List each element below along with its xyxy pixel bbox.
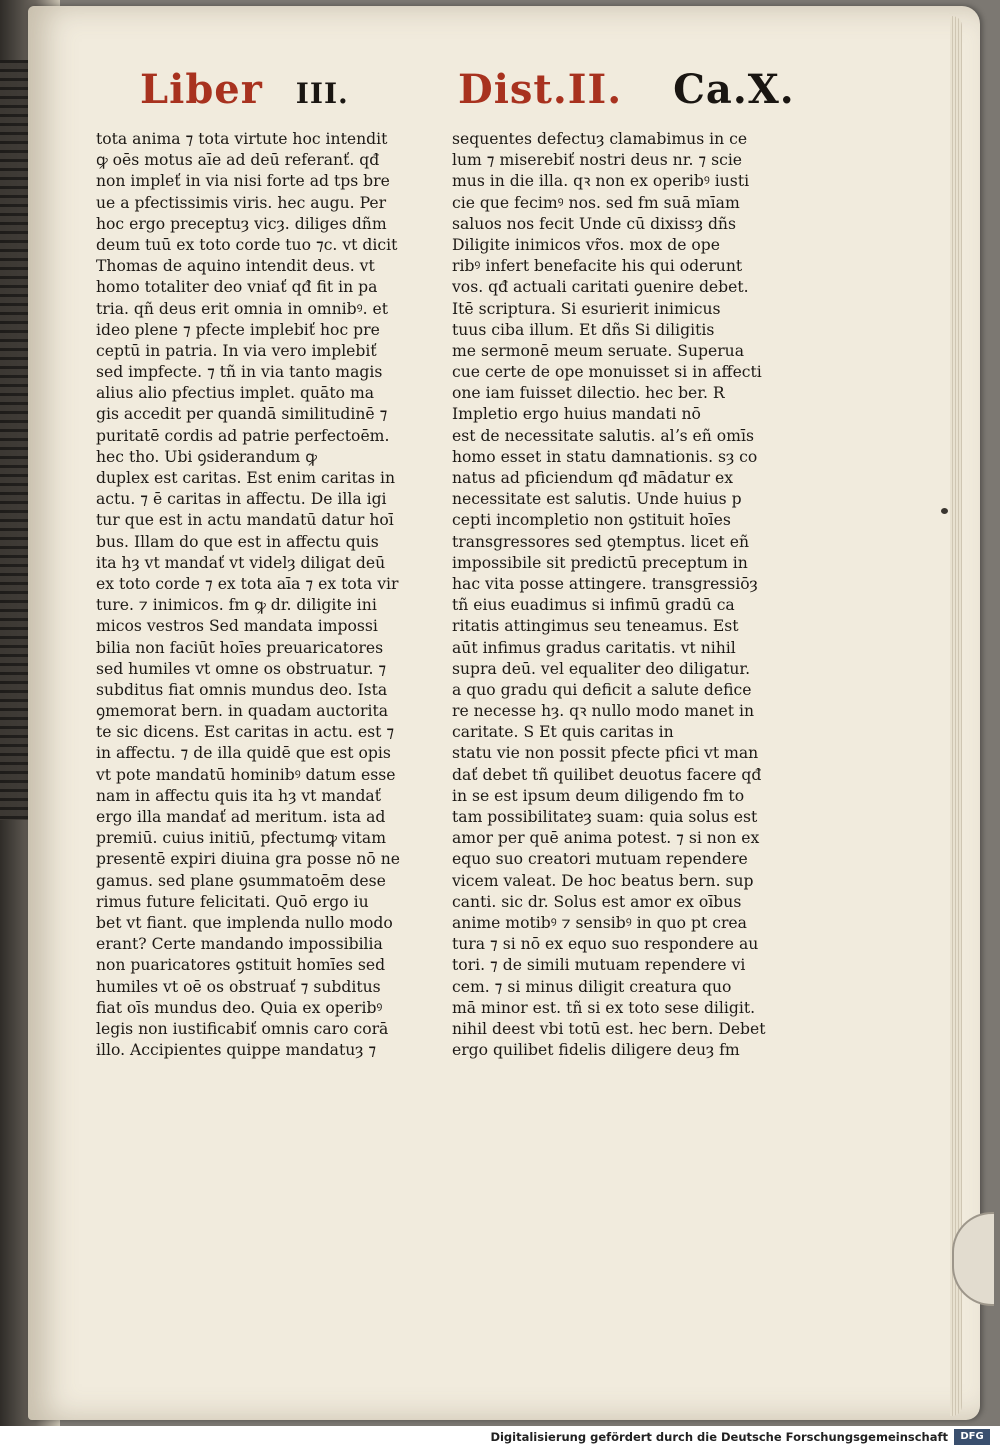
text-line: homo esset in statu damnationis. sȝ co bbox=[452, 447, 758, 466]
text-line: bilia non faciūt hoīes preuaricatores bbox=[96, 638, 384, 657]
text-line: gamus. sed plane ꝯsummatoēm dese bbox=[96, 871, 386, 890]
text-line: tñ eius euadimus si infimū gradū ca bbox=[452, 596, 735, 615]
text-line: vos. qđ actuali caritati ꝯuenire debet. bbox=[452, 278, 749, 297]
text-line: ita hȝ vt mandať vt videlȝ diligat deū bbox=[96, 553, 386, 572]
text-line: micos vestros Sed mandata impossi bbox=[96, 617, 378, 636]
text-line: mā minor est. tñ si ex toto sese diligit. bbox=[452, 998, 756, 1017]
text-line: ue a pfectissimis viris. hec augu. Per bbox=[96, 193, 387, 212]
running-head-left bbox=[140, 66, 349, 113]
text-line: puritatē cordis ad patrie perfectoēm. bbox=[96, 426, 390, 445]
text-line: tori. ⁊ de simili mutuam rependere vi bbox=[452, 956, 746, 975]
text-line: ergo quilibet fidelis diligere deuȝ fm bbox=[452, 1041, 740, 1060]
text-line: transgressores sed ꝯtemptus. licet eñ bbox=[452, 532, 750, 551]
heading-liber: Liber bbox=[140, 66, 263, 113]
text-line: ideo plene ⁊ pfecte implebiť hoc pre bbox=[96, 320, 380, 339]
text-line: tur que est in actu mandatū datur hoī bbox=[96, 511, 394, 530]
text-line: legis non iustificabiť omnis caro corā bbox=[96, 1019, 389, 1038]
text-line: Itē scriptura. Si esurierit inimicus bbox=[452, 299, 721, 318]
text-line: tam possibilitateȝ suam: quia solus est bbox=[452, 808, 758, 826]
text-line: tria. qñ deus erit omnia in omnibꝰ. et bbox=[96, 299, 389, 318]
dfg-logo-icon: DFG bbox=[954, 1429, 990, 1445]
heading-book-number: III. bbox=[295, 77, 349, 110]
footer-credit: Digitalisierung gefördert durch die Deutsche Forschungsgemeinschaft bbox=[490, 1430, 948, 1444]
text-line: impossibile sit predictū preceptum in bbox=[452, 553, 748, 572]
text-line: est de necessitate salutis. alʼs eñ omīs bbox=[452, 426, 754, 445]
text-line: cem. ⁊ si minus diligit creatura quo bbox=[452, 977, 732, 996]
text-line: non puaricatores ꝯstituit homīes sed bbox=[96, 956, 386, 975]
text-line: ex toto corde ⁊ ex tota aīa ⁊ ex tota vir bbox=[96, 574, 399, 593]
text-line: in affectu. ⁊ de illa quidē que est opis bbox=[96, 744, 391, 763]
page-fore-edge bbox=[950, 16, 962, 1416]
text-line: te sic dicens. Est caritas in actu. est ⁊ bbox=[96, 723, 395, 742]
text-line: ritatis attingimus seu teneamus. Est bbox=[452, 617, 739, 636]
text-line: bus. Illam do que est in affectu quis bbox=[96, 532, 379, 551]
text-line: hec tho. Ubi ꝯsiderandum ꝙ bbox=[96, 447, 317, 466]
text-line: mus in die illa. qꝛ non ex operibꝰ iusti bbox=[452, 172, 750, 191]
text-line: sed impfecte. ⁊ tñ in via tanto magis bbox=[96, 363, 383, 382]
text-line: tota anima ⁊ tota virtute hoc intendit bbox=[96, 130, 388, 148]
text-line: ꝯmemorat bern. in quadam auctorita bbox=[96, 702, 389, 721]
text-line: tuus ciba illum. Et dñs Si diligitis bbox=[452, 320, 715, 339]
text-line: ergo illa mandať ad meritum. ista ad bbox=[96, 808, 386, 826]
text-line: non impleť in via nisi forte ad tps bre bbox=[96, 172, 390, 191]
text-line: canti. sic dr. Solus est amor ex oībus bbox=[452, 892, 742, 911]
text-line: presentē expiri diuina gra posse nō ne bbox=[96, 850, 400, 869]
text-line: bet vt fiant. que implenda nullo modo bbox=[96, 913, 393, 932]
text-line: equo suo creatori mutuam rependere bbox=[452, 850, 748, 869]
text-line: gis accedit per quandā similitudinē ⁊ bbox=[96, 405, 388, 424]
text-line: saluos nos fecit Unde cū dixissȝ dñs bbox=[452, 214, 736, 233]
text-line: ribꝰ infert benefacite his qui oderunt bbox=[452, 257, 743, 276]
heading-chapter: Ca.X. bbox=[673, 66, 795, 113]
text-line: subditus fiat omnis mundus deo. Ista bbox=[96, 680, 388, 699]
footer-bar bbox=[0, 1426, 1000, 1449]
text-line: supra deū. vel equaliter deo diligatur. bbox=[452, 659, 751, 678]
text-line: one iam fuisset dilectio. hec ber. R bbox=[452, 384, 725, 403]
running-head-right bbox=[458, 66, 795, 113]
text-line: premiū. cuius initiū, pfectumꝙ vitam bbox=[96, 829, 387, 848]
text-line: ꝙ oēs motus aīe ad deū referanť. qđ bbox=[96, 151, 380, 170]
ink-speck bbox=[941, 508, 948, 514]
text-line: deum tuū ex toto corde tuo ⁊c. vt dicit bbox=[96, 235, 398, 254]
text-line: cepti incompletio non ꝯstituit hoīes bbox=[452, 511, 731, 530]
text-line: sed humiles vt omne os obstruatur. ⁊ bbox=[96, 659, 387, 678]
heading-distinctio: Dist.II. bbox=[458, 66, 623, 113]
text-line: duplex est caritas. Est enim caritas in bbox=[96, 469, 396, 487]
text-line: Thomas de aquino intendit deus. vt bbox=[96, 257, 375, 276]
text-line: illo. Accipientes quippe mandatuȝ ⁊ bbox=[96, 1041, 377, 1060]
text-line: homo totaliter deo vniať qđ fit in pa bbox=[96, 278, 378, 297]
text-line: cue certe de ope monuisset si in affecti bbox=[452, 363, 762, 382]
text-line: alius alio pfectius implet. quāto ma bbox=[96, 384, 375, 403]
text-line: nihil deest vbi totū est. hec bern. Debet bbox=[452, 1019, 766, 1038]
text-line: ceptū in patria. In via vero implebiť bbox=[96, 341, 377, 360]
text-line: sequentes defectuȝ clamabimus in ce bbox=[452, 130, 748, 148]
text-line: lum ⁊ miserebiť nostri deus nr. ⁊ scie bbox=[452, 151, 743, 170]
text-line: amor per quē anima potest. ⁊ si non ex bbox=[452, 829, 760, 848]
text-line: re necesse hȝ. qꝛ nullo modo manet in bbox=[452, 702, 754, 721]
text-line: me sermonē meum seruate. Superua bbox=[452, 341, 745, 360]
text-column-left bbox=[96, 129, 426, 1061]
text-line: Diligite inimicos vr̃os. mox de ope bbox=[452, 235, 721, 254]
text-column-right bbox=[452, 129, 774, 1061]
text-line: necessitate est salutis. Unde huius p bbox=[452, 490, 742, 509]
text-line: ture. ⁊ inimicos. fm ꝙ dr. diligite ini bbox=[96, 596, 377, 615]
text-line: caritate. S Et quis caritas in bbox=[452, 723, 674, 742]
text-line: hoc ergo preceptuȝ vicȝ. diliges dñm bbox=[96, 214, 387, 233]
text-line: fiat oīs mundus deo. Quia ex operibꝰ bbox=[96, 998, 383, 1017]
text-line: Impletio ergo huius mandati nō bbox=[452, 405, 701, 424]
left-page-edge bbox=[0, 60, 28, 820]
text-line: cie que fecimꝰ nos. sed fm suā mīam bbox=[452, 193, 740, 212]
text-line: in se est ipsum deum diligendo fm to bbox=[452, 786, 745, 805]
text-line: humiles vt oē os obstruať ⁊ subditus bbox=[96, 977, 381, 996]
text-line: vt pote mandatū hominibꝰ datum esse bbox=[96, 765, 396, 784]
text-line: actu. ⁊ ē caritas in affectu. De illa igi bbox=[96, 490, 387, 509]
text-line: anime motibꝰ ⁊ sensibꝰ in quo pt crea bbox=[452, 913, 747, 932]
text-line: tura ⁊ si nō ex equo suo respondere au bbox=[452, 935, 759, 954]
text-line: hac vita posse attingere. transgressiōȝ bbox=[452, 574, 758, 593]
text-line: vicem valeat. De hoc beatus bern. sup bbox=[452, 871, 754, 890]
text-line: nam in affectu quis ita hȝ vt mandať bbox=[96, 786, 381, 805]
text-line: statu vie non possit pfecte pfici vt man bbox=[452, 744, 759, 763]
text-line: natus ad pficiendum qđ mādatur ex bbox=[452, 469, 734, 487]
text-line: a quo gradu qui deficit a salute defice bbox=[452, 680, 752, 699]
text-line: erant? Certe mandando impossibilia bbox=[96, 935, 383, 954]
text-line: aūt infimus gradus caritatis. vt nihil bbox=[452, 638, 736, 657]
text-line: rimus future felicitati. Quō ergo iu bbox=[96, 892, 369, 911]
text-line: dať debet tñ quilibet deuotus facere qđ bbox=[452, 765, 762, 784]
